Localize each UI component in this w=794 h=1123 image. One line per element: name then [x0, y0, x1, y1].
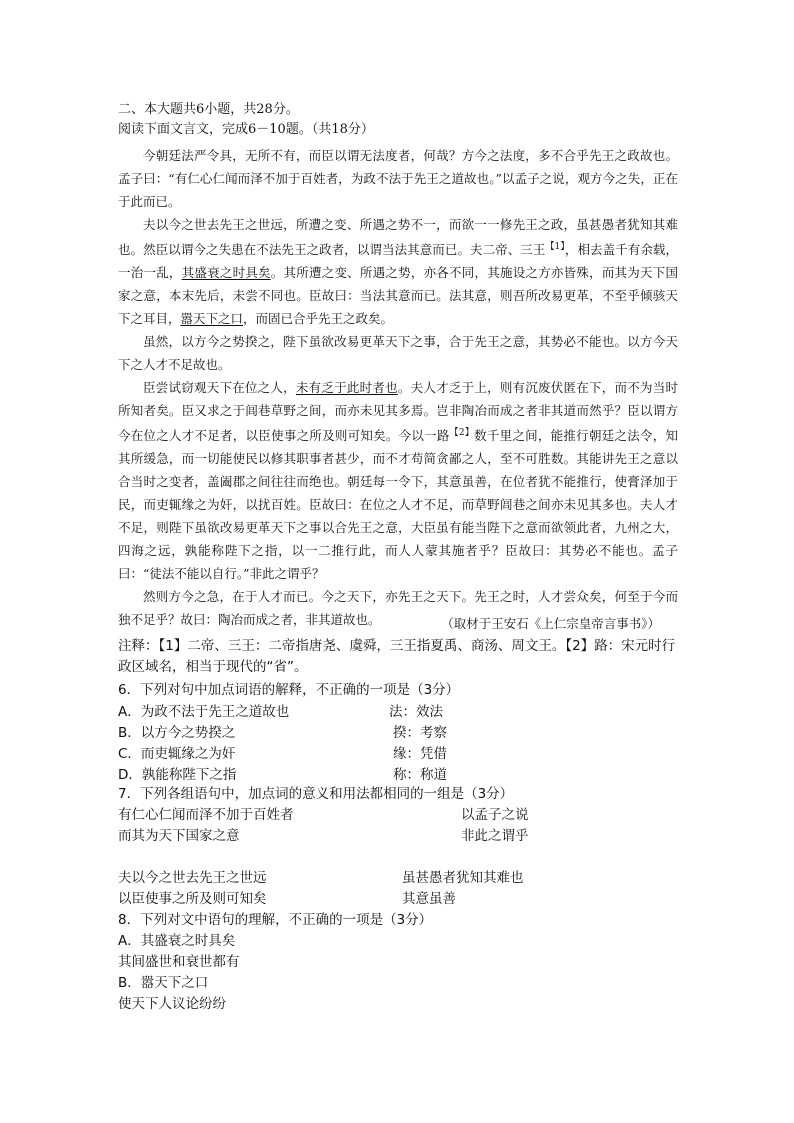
p2-text-d: ，而固已合乎先王之政矣。: [243, 311, 394, 327]
q6-option-b-gloss: 揆：考察: [393, 725, 447, 741]
p2-text-c: 。其所遭之变、所遇之势，亦各不同，其施设之方亦皆殊，而其为天下国家之意，本末先后，未尝不同也。臣故曰：当法其意而已。法其意，则吾所改易更革，不至乎倾骇天下之耳目，: [118, 265, 678, 327]
q7-row-2-left: 而其为天下国家之意: [118, 828, 240, 844]
q7-row-1-right: 以孟子之说: [461, 807, 529, 823]
question-7-stem: 7．下列各组语句中，加点词的意义和用法都相同的一组是（3分）: [118, 786, 514, 802]
note-2-text: 路：宋元时行政区域名，相当于现代的“省”。: [118, 638, 676, 675]
section-title: 二、本大题共6小题，共28分。: [118, 102, 299, 117]
passage-paragraph-3: 虽然，以方今之势揆之，陛下虽欲改易更革天下之事，合于先王之意，其势必不能也。以方今天下之人才不足故也。: [118, 334, 678, 373]
q8-option-b: B．嚣天下之口: [118, 975, 209, 991]
passage-source: （取材于王安石《上仁宗皇帝言事书》）: [441, 616, 660, 631]
q8-option-b-explanation: 使天下人议论纷纷: [118, 996, 226, 1012]
q6-option-d: D．孰能称陛下之指: [118, 767, 237, 783]
q6-option-c-gloss: 缘：凭借: [393, 746, 447, 762]
q6-option-a-gloss: 法：效法: [389, 704, 443, 720]
q7-row-2-right: 非此之谓乎: [461, 828, 529, 844]
note-1-text: 二帝、三王：二帝指唐尧、虞舜，三王指夏禹、商汤、周文王。: [187, 638, 566, 654]
notes-label: 注释：: [118, 638, 159, 654]
q7-row-3-left: 夫以今之世去先王之世远: [118, 870, 267, 886]
footnote-ref-1: 【1】: [545, 242, 565, 252]
q6-option-d-gloss: 称：称道: [393, 767, 447, 783]
q7-row-1-left: 有仁心仁闻而泽不加于百姓者: [118, 807, 294, 823]
q8-option-a-explanation: 其间盛世和衰世都有: [118, 954, 240, 970]
underlined-phrase-2: 嚣天下之口: [180, 311, 244, 327]
p2-text-b: ，相去盖千有余载，一治一乱，: [118, 242, 678, 281]
q6-option-b: B．以方今之势揆之: [118, 725, 236, 741]
footnotes: [118, 636, 678, 678]
q7-row-4-left: 以臣使事之所及则可知矣: [118, 891, 267, 907]
p4-text-a: 臣尝试窃观天下在位之人，: [143, 380, 296, 396]
q7-row-3-right: 虽甚愚者犹知其难也: [402, 870, 524, 886]
classical-passage: [118, 144, 678, 631]
q6-option-a: A．为政不法于先王之道故也: [118, 704, 290, 720]
q8-option-a: A．其盛衰之时具矣: [118, 933, 236, 949]
passage-instruction: 阅读下面文言文，完成6－10题。（共18分）: [118, 122, 374, 137]
note-1-mark: 【1】: [158, 638, 188, 654]
underlined-phrase-1: 其盛衰之时具矣: [181, 265, 271, 281]
passage-paragraph-2: [118, 213, 678, 330]
underlined-phrase-3: 未有乏于此时者也: [295, 380, 398, 396]
p4-text-b: 。夫人才乏于上，则有沉废伏匿在下，而不为当时所知者矣。臣又求之于闾巷草野之间，而亦未见其多焉。岂非陶冶而成之者非其道而然乎？臣以谓方今在位之人才不足者，以臣使事之所及则可知矣。今以一路: [118, 380, 678, 444]
p4-text-c: 数千里之间，能推行朝廷之法令，知其所缓急，而一切能使民以修其职事者甚少，而不才苟简贪鄙之人，至不可胜数。其能讲先王之意以合当时之变者，盖阖郡之间往往而绝也。朝廷每一令下，其意虽善，在位者犹不能推行，使膏泽加于民，而吏辄缘之为奸，以扰百姓。臣故曰：在位之人才不足，而草野闾巷之间亦未见其多也。夫人才不足，则陛下虽欲改易更革天下之事以合先王之意，大臣虽有能当陛下之意而欲领此者，九州之大，四海之远，孰能称陛下之指，以一二推行此，而人人蒙其施者乎？臣故曰：其势必不能也。孟子曰：“徒法不能以自行。”非此之谓乎？: [118, 428, 678, 582]
footnote-ref-2: 【2】: [449, 428, 475, 439]
passage-paragraph-5: 然则方今之急，在于人才而已。今之天下，亦先王之天下。先王之时，人才尝众矣，何至于今而独不足乎？故曰：陶冶而成之者，非其道故也。: [118, 589, 678, 628]
p2-text-a: 夫以今之世去先王之世远，所遭之变、所遇之势不一，而欲一一修先王之政，虽甚愚者犹知其难也。然臣以谓今之失患在不法先王之政者，以谓当法其意而已。夫二帝、三王: [118, 217, 678, 258]
note-2-mark: 【2】: [565, 638, 595, 654]
q7-row-4-right: 其意虽善: [402, 891, 456, 907]
q6-option-c: C．而吏辄缘之为奸: [118, 746, 236, 762]
passage-paragraph-1: 今朝廷法严令具，无所不有，而臣以谓无法度者，何哉？方今之法度，多不合乎先王之政故也。孟子曰：“有仁心仁闻而泽不加于百姓者，为政不法于先王之道故也。”以孟子之说，观方今之失，正在于此而已。: [118, 148, 678, 209]
passage-paragraph-4: [118, 376, 678, 585]
question-8-stem: 8．下列对文中语句的理解，不正确的一项是（3分）: [118, 912, 433, 928]
question-6-stem: 6．下列对句中加点词语的解释，不正确的一项是（3分）: [118, 682, 460, 698]
